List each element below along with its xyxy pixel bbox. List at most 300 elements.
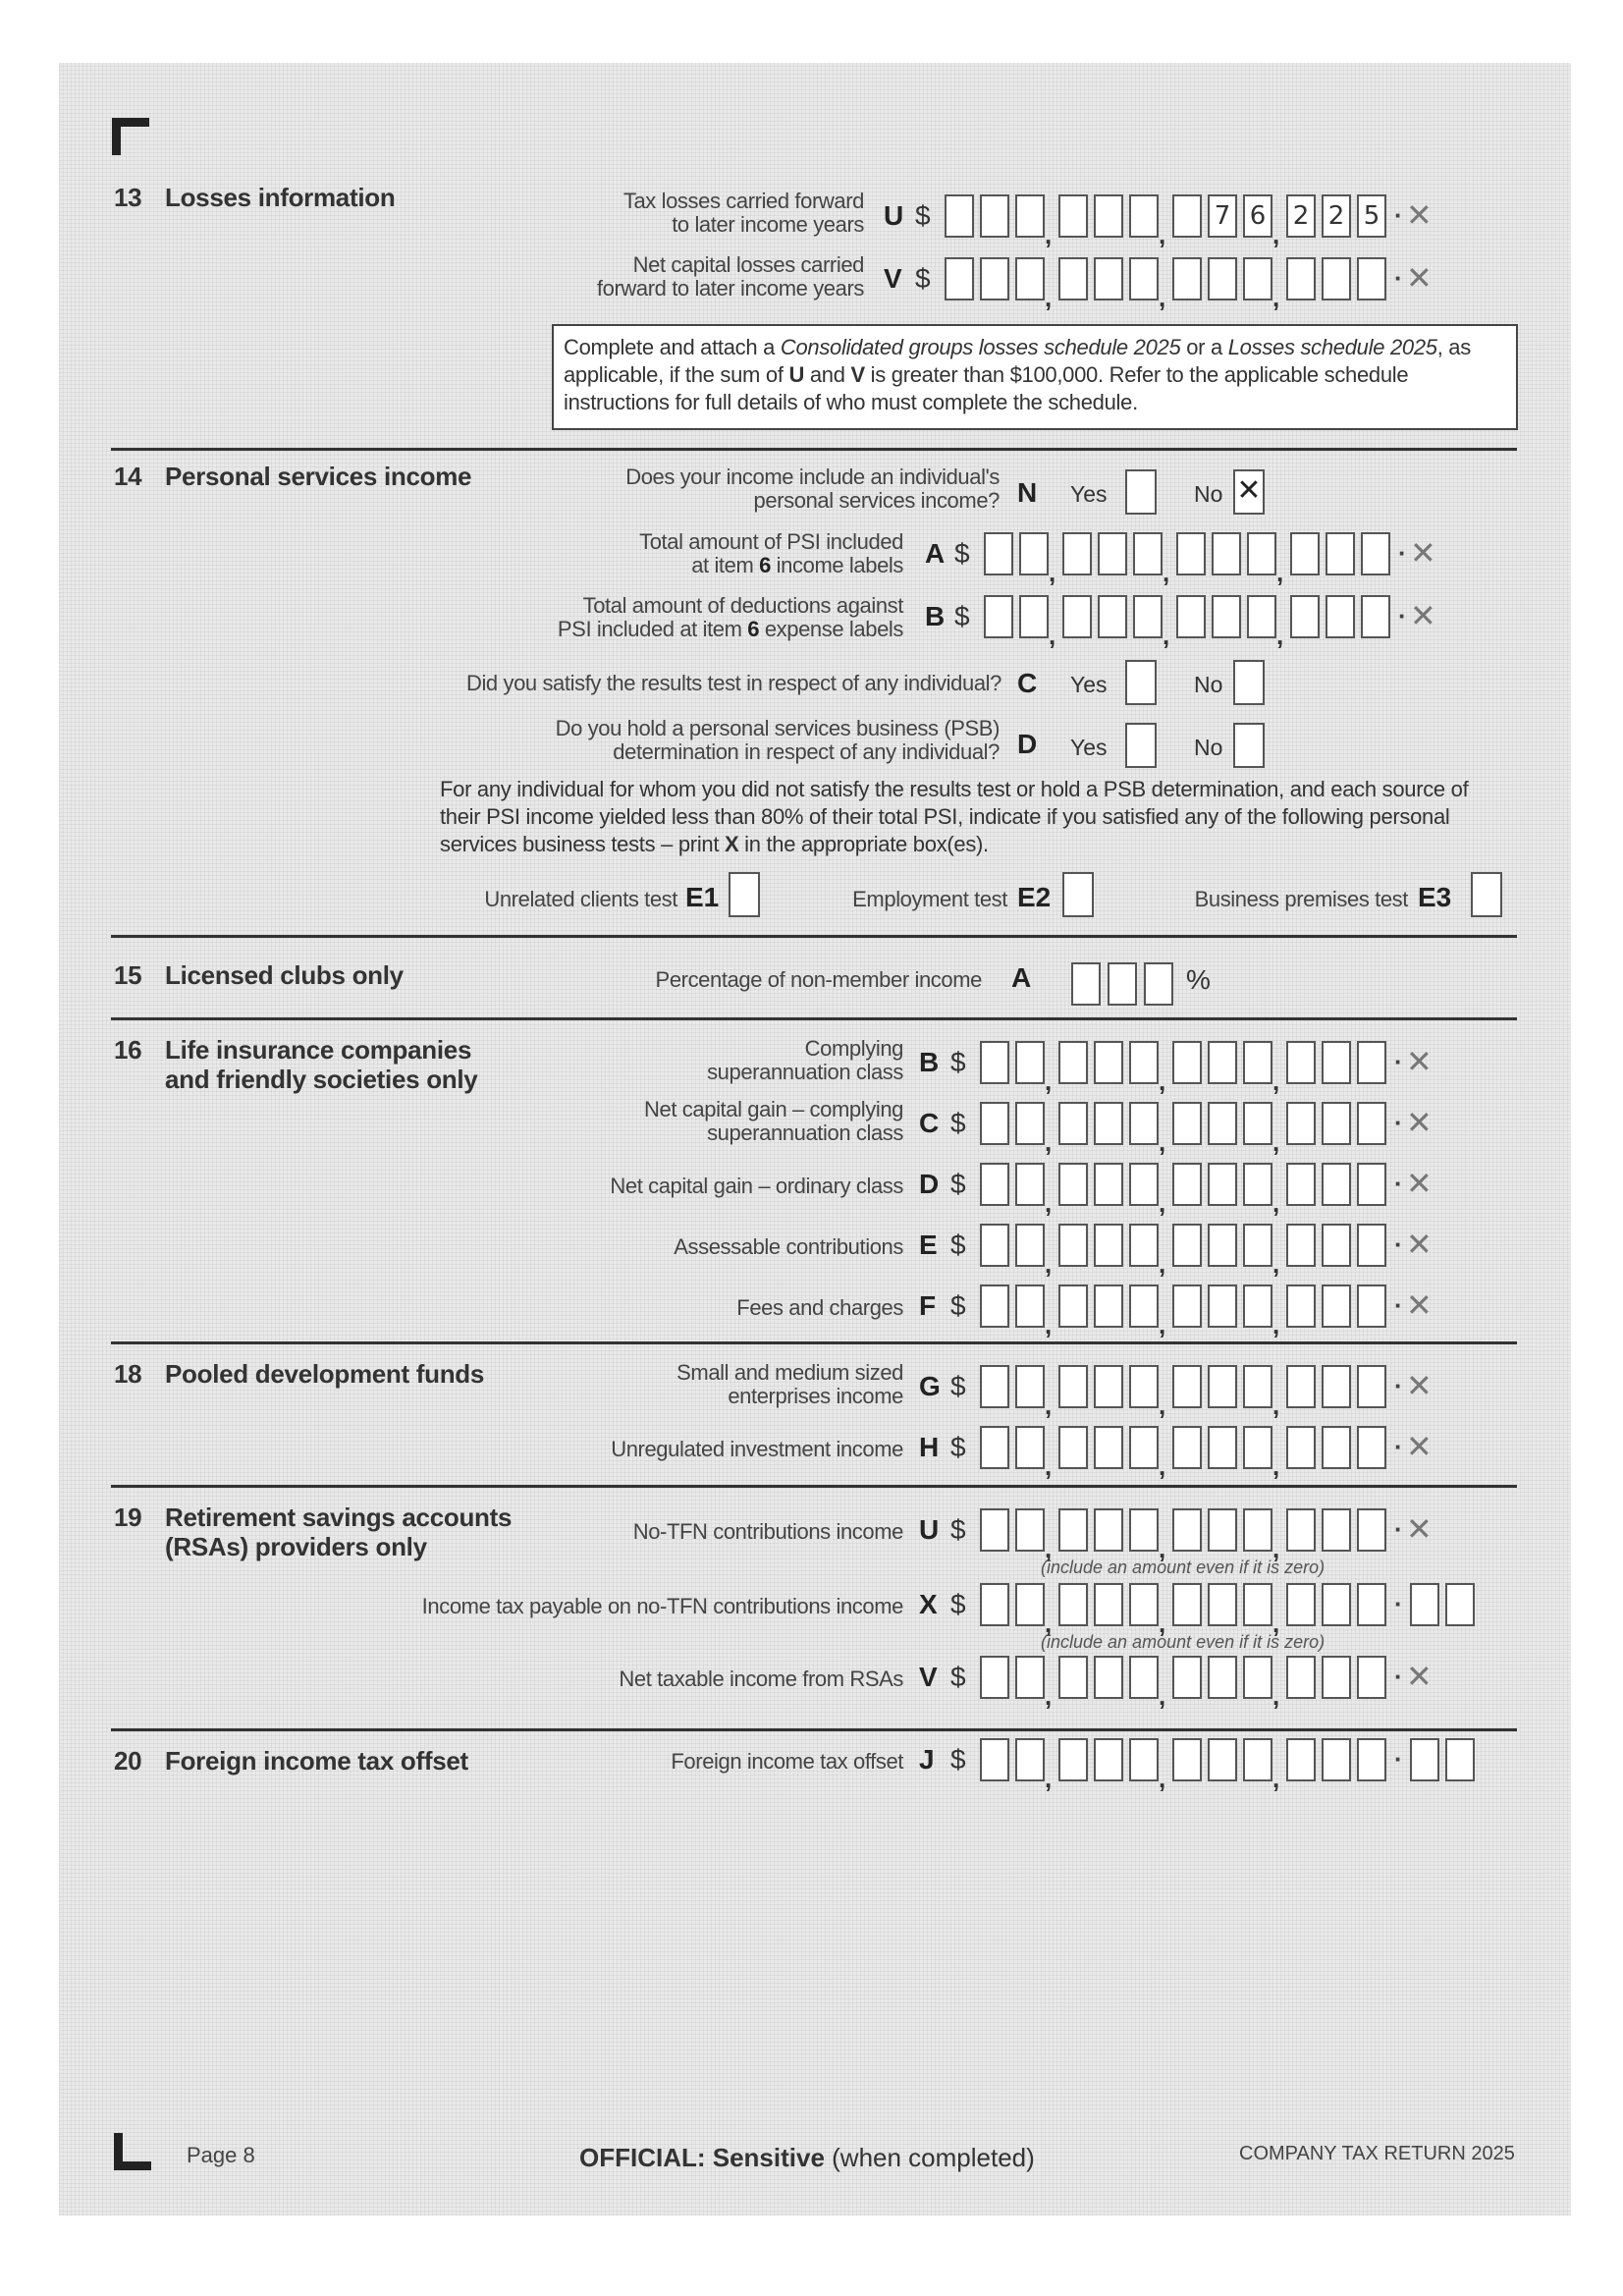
digit-box[interactable] <box>1290 532 1320 575</box>
digit-box[interactable] <box>1129 1041 1159 1084</box>
e2-label: Employment test <box>852 887 1007 911</box>
digit-box[interactable] <box>1058 1365 1088 1408</box>
digit-box[interactable] <box>1094 1583 1123 1626</box>
cents-box[interactable] <box>1445 1738 1475 1781</box>
digit-box[interactable] <box>1286 1656 1316 1699</box>
digit-box[interactable] <box>1247 595 1276 638</box>
digit-box[interactable] <box>1129 1163 1159 1206</box>
digit-box[interactable] <box>980 1224 1009 1267</box>
digit-box[interactable] <box>1015 1102 1045 1145</box>
section-divider <box>111 448 1517 451</box>
digit-box[interactable] <box>1172 1426 1202 1469</box>
digit-box[interactable] <box>1058 1508 1088 1552</box>
decimal-point: · <box>1394 1108 1403 1137</box>
digit-box[interactable] <box>1094 194 1123 238</box>
digit-box[interactable] <box>1208 1583 1237 1626</box>
digit-box[interactable] <box>1094 1224 1123 1267</box>
digit-box[interactable] <box>980 257 1009 301</box>
no-cents-cross-icon: ✕ <box>1410 535 1436 571</box>
s14-d-no-checkbox[interactable] <box>1233 723 1265 768</box>
digit-box[interactable] <box>1357 1426 1386 1469</box>
digit-box[interactable]: 7 <box>1208 194 1237 238</box>
digit-box[interactable] <box>1015 1656 1045 1699</box>
digit-box[interactable] <box>1322 257 1351 301</box>
digit-box[interactable] <box>1058 194 1088 238</box>
digit-box[interactable] <box>1322 1163 1351 1206</box>
thousands-separator: , <box>1159 1066 1166 1096</box>
digit-box[interactable] <box>1172 1508 1202 1552</box>
digit-box[interactable] <box>1208 257 1237 301</box>
digit-box[interactable] <box>1325 532 1355 575</box>
section-divider <box>111 1485 1517 1488</box>
digit-box[interactable] <box>1172 1583 1202 1626</box>
digit-box[interactable] <box>1243 1285 1272 1328</box>
s16-e-label: Assessable contributions <box>674 1234 903 1259</box>
digit-box[interactable] <box>1212 532 1241 575</box>
digit-box[interactable] <box>1357 1508 1386 1552</box>
digit-box[interactable] <box>1322 1041 1351 1084</box>
cents-box[interactable] <box>1445 1583 1475 1626</box>
digit-box[interactable] <box>1322 1285 1351 1328</box>
digit-box[interactable] <box>1015 1163 1045 1206</box>
digit-box[interactable] <box>980 1426 1009 1469</box>
digit-box[interactable] <box>1357 1102 1386 1145</box>
thousands-separator: , <box>1045 1310 1053 1339</box>
digit-box[interactable] <box>1208 1163 1237 1206</box>
digit-box[interactable] <box>945 194 974 238</box>
thousands-separator: , <box>1049 558 1056 587</box>
digit-box[interactable] <box>980 1285 1009 1328</box>
digit-box[interactable] <box>980 1163 1009 1206</box>
digit-box[interactable] <box>1322 1102 1351 1145</box>
section-18-title: 18 Pooled development funds <box>114 1359 485 1389</box>
digit-box[interactable] <box>980 1365 1009 1408</box>
digit-box[interactable] <box>1172 1738 1202 1781</box>
thousands-separator: , <box>1272 283 1280 312</box>
digit-box[interactable] <box>1058 1163 1088 1206</box>
digit-box[interactable] <box>1357 1738 1386 1781</box>
s16-c-label: Net capital gain – complying superannuation class <box>644 1097 903 1145</box>
digit-box[interactable] <box>984 532 1013 575</box>
no-cents-cross-icon: ✕ <box>1406 260 1433 296</box>
digit-box[interactable] <box>1019 532 1049 575</box>
digit-box[interactable] <box>1208 1426 1237 1469</box>
digit-box[interactable] <box>1058 257 1088 301</box>
digit-box[interactable] <box>1058 1583 1088 1626</box>
decimal-point: · <box>1394 1290 1403 1320</box>
digit-box[interactable] <box>1208 1041 1237 1084</box>
digit-box[interactable] <box>1361 532 1390 575</box>
digit-box[interactable] <box>1357 1583 1386 1626</box>
digit-box[interactable] <box>1129 1285 1159 1328</box>
registration-corner-mark-bottom <box>114 2133 151 2170</box>
digit-box[interactable] <box>1243 1224 1272 1267</box>
s16-f-code: F <box>919 1290 937 1321</box>
security-classification: OFFICIAL: Sensitive (when completed) <box>579 2143 1035 2172</box>
thousands-separator: , <box>1159 1451 1166 1481</box>
digit-box[interactable] <box>1322 1224 1351 1267</box>
digit-box[interactable] <box>1094 1426 1123 1469</box>
digit-box[interactable] <box>1357 1163 1386 1206</box>
digit-box[interactable] <box>1062 595 1092 638</box>
s14-b-label: Total amount of deductions against PSI included at item 6 expense labels <box>557 593 903 641</box>
digit-box[interactable]: 5 <box>1357 194 1386 238</box>
e3-business-premises-checkbox[interactable] <box>1471 872 1502 917</box>
s14-n-label: Does your income include an individual's personal services income? <box>625 465 1000 513</box>
psb-tests-instructions: For any individual for whom you did not satisfy the results test or hold a PSB determination, and each source of their PSI income yielded less than 80% of their total PSI, indicate if you satisfied any of the following personal services business tests – print X in the appropriate box(es). <box>440 777 1469 856</box>
digit-box[interactable] <box>1058 1426 1088 1469</box>
percent-sign: % <box>1186 964 1211 995</box>
digit-box[interactable] <box>1015 1285 1045 1328</box>
thousands-separator: , <box>1159 1391 1166 1420</box>
digit-box[interactable] <box>1286 1285 1316 1328</box>
section-divider <box>111 1341 1517 1344</box>
digit-box[interactable] <box>1172 1224 1202 1267</box>
digit-box[interactable] <box>1243 1656 1272 1699</box>
digit-box[interactable] <box>1133 532 1163 575</box>
digit-box[interactable] <box>1322 1583 1351 1626</box>
digit-box[interactable] <box>1357 1656 1386 1699</box>
no-cents-cross-icon: ✕ <box>1406 1368 1433 1403</box>
thousands-separator: , <box>1045 1066 1053 1096</box>
digit-box[interactable] <box>1172 1285 1202 1328</box>
digit-box[interactable] <box>1015 1041 1045 1084</box>
digit-box[interactable] <box>1286 1583 1316 1626</box>
digit-box[interactable] <box>1322 1738 1351 1781</box>
thousands-separator: , <box>1045 1127 1053 1157</box>
s20-j-code: J <box>919 1744 935 1775</box>
thousands-separator: , <box>1272 1066 1280 1096</box>
digit-box[interactable] <box>1062 532 1092 575</box>
no-cents-cross-icon: ✕ <box>1406 1287 1433 1323</box>
s19-v-code: V <box>919 1662 938 1692</box>
digit-box[interactable] <box>1129 1102 1159 1145</box>
digit-box[interactable] <box>1208 1224 1237 1267</box>
digit-box[interactable] <box>1172 1656 1202 1699</box>
digit-box[interactable] <box>1015 194 1045 238</box>
no-cents-cross-icon: ✕ <box>1406 1659 1433 1694</box>
digit-box[interactable] <box>1176 595 1206 638</box>
digit-box[interactable] <box>1208 1285 1237 1328</box>
digit-box[interactable] <box>1094 1508 1123 1552</box>
section-16-title: 16 Life insurance companies and friendly societies only <box>114 1035 478 1094</box>
no-cents-cross-icon: ✕ <box>1406 197 1433 233</box>
decimal-point: · <box>1398 601 1407 630</box>
thousands-separator: , <box>1272 220 1280 249</box>
digit-box[interactable] <box>1015 1224 1045 1267</box>
thousands-separator: , <box>1159 1609 1166 1638</box>
decimal-point: · <box>1394 1589 1403 1618</box>
digit-box[interactable] <box>1286 1041 1316 1084</box>
s18-h-label: Unregulated investment income <box>611 1437 903 1461</box>
digit-box[interactable] <box>1208 1508 1237 1552</box>
thousands-separator: , <box>1049 621 1056 650</box>
digit-box[interactable] <box>1015 1583 1045 1626</box>
digit-box[interactable] <box>1243 1163 1272 1206</box>
digit-box[interactable] <box>1094 1738 1123 1781</box>
thousands-separator: , <box>1045 1391 1053 1420</box>
s15-a-code: A <box>1011 962 1032 993</box>
decimal-point: · <box>1394 1047 1403 1076</box>
thousands-separator: , <box>1159 1127 1166 1157</box>
digit-box[interactable] <box>1286 1224 1316 1267</box>
dollar-sign: $ <box>950 1432 966 1462</box>
s14-n-code: N <box>1017 477 1038 508</box>
digit-box[interactable] <box>1058 1738 1088 1781</box>
thousands-separator: , <box>1272 1451 1280 1481</box>
digit-box[interactable] <box>1243 1508 1272 1552</box>
decimal-point: · <box>1394 1514 1403 1544</box>
digit-box[interactable] <box>980 194 1009 238</box>
digit-box[interactable] <box>1129 1224 1159 1267</box>
thousands-separator: , <box>1159 1249 1166 1279</box>
include-zero-caption: (include an amount even if it is zero) <box>1041 1632 1325 1652</box>
digit-box[interactable] <box>1286 1426 1316 1469</box>
digit-box[interactable] <box>1290 595 1320 638</box>
thousands-separator: , <box>1159 1310 1166 1339</box>
digit-box[interactable] <box>1286 1365 1316 1408</box>
s16-e-code: E <box>919 1230 938 1260</box>
digit-box[interactable] <box>1208 1738 1237 1781</box>
digit-box[interactable] <box>980 1041 1009 1084</box>
digit-box[interactable] <box>1357 1041 1386 1084</box>
digit-box[interactable] <box>1212 595 1241 638</box>
digit-box[interactable] <box>1286 1102 1316 1145</box>
percentage-digit-box[interactable] <box>1144 962 1173 1006</box>
s14-n-yes-checkbox[interactable] <box>1125 469 1157 515</box>
digit-box[interactable] <box>1015 257 1045 301</box>
e3-label: Business premises test <box>1194 887 1408 911</box>
digit-box[interactable] <box>1129 1365 1159 1408</box>
no-cents-cross-icon: ✕ <box>1406 1105 1433 1140</box>
digit-box[interactable] <box>1129 194 1159 238</box>
thousands-separator: , <box>1159 1681 1166 1711</box>
s18-g-label: Small and medium sized enterprises income <box>676 1360 903 1408</box>
digit-box[interactable] <box>1058 1224 1088 1267</box>
dollar-sign: $ <box>950 1230 966 1260</box>
digit-box[interactable] <box>1133 595 1163 638</box>
no-cents-cross-icon: ✕ <box>1406 1166 1433 1201</box>
page-number: Page 8 <box>187 2143 255 2167</box>
digit-box[interactable] <box>1015 1365 1045 1408</box>
digit-box[interactable] <box>1208 1102 1237 1145</box>
section-divider <box>111 1017 1517 1020</box>
digit-box[interactable]: 2 <box>1322 194 1351 238</box>
digit-box[interactable] <box>1172 1041 1202 1084</box>
decimal-point: · <box>1394 1371 1403 1400</box>
digit-box[interactable] <box>1243 1738 1272 1781</box>
yes-label: Yes <box>1070 481 1108 507</box>
digit-box[interactable] <box>1322 1426 1351 1469</box>
digit-box[interactable] <box>1172 194 1202 238</box>
yes-label: Yes <box>1070 735 1108 760</box>
digit-box[interactable] <box>1094 257 1123 301</box>
digit-box[interactable] <box>1094 1041 1123 1084</box>
digit-box[interactable] <box>1172 1163 1202 1206</box>
digit-box[interactable] <box>1172 1365 1202 1408</box>
digit-box[interactable] <box>1357 1365 1386 1408</box>
digit-box[interactable] <box>1286 1163 1316 1206</box>
digit-box[interactable] <box>1325 595 1355 638</box>
digit-box[interactable] <box>1098 532 1127 575</box>
no-cents-cross-icon: ✕ <box>1410 598 1436 633</box>
digit-box[interactable] <box>1176 532 1206 575</box>
digit-box[interactable] <box>1094 1102 1123 1145</box>
e2-code: E2 <box>1017 882 1052 912</box>
s13-v-code: V <box>884 263 902 294</box>
decimal-point: · <box>1394 1432 1403 1461</box>
no-label: No <box>1194 481 1223 507</box>
digit-box[interactable] <box>945 257 974 301</box>
digit-box[interactable] <box>1094 1285 1123 1328</box>
digit-box[interactable] <box>1094 1163 1123 1206</box>
dollar-sign: $ <box>950 1744 966 1775</box>
digit-box[interactable] <box>984 595 1013 638</box>
s15-a-label: Percentage of non-member income <box>655 967 982 992</box>
e2-employment-checkbox[interactable] <box>1062 872 1094 917</box>
digit-box[interactable] <box>1015 1508 1045 1552</box>
percentage-digit-box[interactable] <box>1108 962 1137 1006</box>
digit-box[interactable] <box>1361 595 1390 638</box>
s14-c-label: Did you satisfy the results test in respect of any individual? <box>465 671 1001 695</box>
s14-d-code: D <box>1017 729 1038 759</box>
s14-c-yes-checkbox[interactable] <box>1125 660 1157 705</box>
dollar-sign: $ <box>950 1169 966 1199</box>
registration-corner-mark-top <box>112 118 149 155</box>
s13-v-label: Net capital losses carried forward to later income years <box>596 252 864 301</box>
thousands-separator: , <box>1045 283 1053 312</box>
digit-box[interactable] <box>1243 1102 1272 1145</box>
thousands-separator: , <box>1045 1764 1053 1793</box>
digit-box[interactable] <box>1208 1656 1237 1699</box>
digit-box[interactable] <box>1286 257 1316 301</box>
digit-box[interactable] <box>1058 1102 1088 1145</box>
cents-box[interactable] <box>1410 1738 1439 1781</box>
digit-box[interactable] <box>1322 1508 1351 1552</box>
digit-box[interactable] <box>980 1738 1009 1781</box>
digit-box[interactable] <box>1172 1102 1202 1145</box>
s14-d-yes-checkbox[interactable] <box>1125 723 1157 768</box>
digit-box[interactable] <box>1015 1426 1045 1469</box>
digit-box[interactable] <box>1286 1738 1316 1781</box>
digit-box[interactable] <box>1243 257 1272 301</box>
digit-box[interactable] <box>980 1102 1009 1145</box>
digit-box[interactable] <box>1243 1041 1272 1084</box>
digit-box[interactable] <box>1129 257 1159 301</box>
thousands-separator: , <box>1272 1249 1280 1279</box>
thousands-separator: , <box>1276 621 1284 650</box>
s16-c-code: C <box>919 1108 940 1138</box>
s16-d-code: D <box>919 1169 940 1199</box>
digit-box[interactable] <box>980 1508 1009 1552</box>
s19-x-code: X <box>919 1589 938 1619</box>
include-zero-caption: (include an amount even if it is zero) <box>1041 1558 1325 1577</box>
digit-box[interactable] <box>1129 1656 1159 1699</box>
no-cents-cross-icon: ✕ <box>1406 1227 1433 1262</box>
digit-box[interactable] <box>1172 257 1202 301</box>
thousands-separator: , <box>1159 220 1166 249</box>
digit-box[interactable] <box>1129 1426 1159 1469</box>
digit-box[interactable]: 2 <box>1286 194 1316 238</box>
section-20-title: 20 Foreign income tax offset <box>114 1746 468 1776</box>
thousands-separator: , <box>1272 1534 1280 1563</box>
digit-box[interactable] <box>1015 1738 1045 1781</box>
s16-d-label: Net capital gain – ordinary class <box>610 1174 903 1198</box>
digit-box[interactable] <box>1357 1224 1386 1267</box>
digit-box[interactable] <box>1129 1583 1159 1626</box>
digit-box[interactable] <box>1243 1583 1272 1626</box>
s14-c-no-checkbox[interactable] <box>1233 660 1265 705</box>
digit-box[interactable] <box>1094 1656 1123 1699</box>
section-13-title: 13 Losses information <box>114 183 396 212</box>
percentage-digit-box[interactable] <box>1071 962 1101 1006</box>
s19-u-label: No-TFN contributions income <box>632 1519 903 1544</box>
digit-box[interactable]: 6 <box>1243 194 1272 238</box>
digit-box[interactable] <box>1019 595 1049 638</box>
thousands-separator: , <box>1159 283 1166 312</box>
section-14-title: 14 Personal services income <box>114 462 472 491</box>
digit-box[interactable] <box>1322 1656 1351 1699</box>
thousands-separator: , <box>1045 1681 1053 1711</box>
dollar-sign: $ <box>954 538 970 569</box>
decimal-point: · <box>1394 263 1403 293</box>
digit-box[interactable] <box>1243 1426 1272 1469</box>
no-cents-cross-icon: ✕ <box>1406 1044 1433 1079</box>
digit-box[interactable] <box>1058 1041 1088 1084</box>
digit-box[interactable] <box>1357 1285 1386 1328</box>
thousands-separator: , <box>1159 1534 1166 1563</box>
cents-box[interactable] <box>1410 1583 1439 1626</box>
digit-box[interactable] <box>1357 257 1386 301</box>
no-cents-cross-icon: ✕ <box>1406 1511 1433 1547</box>
e1-unrelated-clients-checkbox[interactable] <box>729 872 760 917</box>
digit-box[interactable] <box>1208 1365 1237 1408</box>
thousands-separator: , <box>1163 621 1170 650</box>
digit-box[interactable] <box>980 1656 1009 1699</box>
dollar-sign: $ <box>950 1108 966 1138</box>
decimal-point: · <box>1394 1662 1403 1691</box>
digit-box[interactable] <box>1129 1508 1159 1552</box>
digit-box[interactable] <box>1098 595 1127 638</box>
digit-box[interactable] <box>1322 1365 1351 1408</box>
s19-v-label: Net taxable income from RSAs <box>619 1667 903 1691</box>
digit-box[interactable] <box>1243 1365 1272 1408</box>
yes-label: Yes <box>1070 672 1108 697</box>
s18-h-code: H <box>919 1432 940 1462</box>
decimal-point: · <box>1394 1169 1403 1198</box>
s16-b-code: B <box>919 1047 940 1077</box>
decimal-point: · <box>1398 538 1407 568</box>
section-divider <box>111 1728 1517 1731</box>
digit-box[interactable] <box>1058 1656 1088 1699</box>
e3-code: E3 <box>1418 882 1452 912</box>
dollar-sign: $ <box>950 1290 966 1321</box>
digit-box[interactable] <box>1094 1365 1123 1408</box>
digit-box[interactable] <box>1247 532 1276 575</box>
s14-b-code: B <box>925 601 946 631</box>
digit-box[interactable] <box>1058 1285 1088 1328</box>
digit-box[interactable] <box>1286 1508 1316 1552</box>
digit-box[interactable] <box>980 1583 1009 1626</box>
dollar-sign: $ <box>915 200 931 231</box>
section-15-title: 15 Licensed clubs only <box>114 960 404 990</box>
digit-box[interactable] <box>1129 1738 1159 1781</box>
thousands-separator: , <box>1272 1764 1280 1793</box>
thousands-separator: , <box>1159 1764 1166 1793</box>
thousands-separator: , <box>1272 1188 1280 1218</box>
s14-n-no-checkbox[interactable]: ✕ <box>1233 469 1265 515</box>
section-19-title: 19 Retirement savings accounts (RSAs) providers only <box>114 1503 513 1561</box>
